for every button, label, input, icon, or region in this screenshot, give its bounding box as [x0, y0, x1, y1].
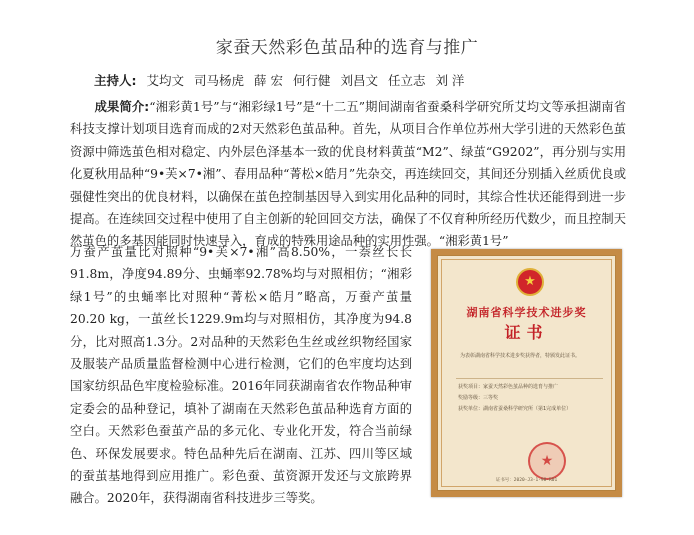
continuation-text: 万蚕产茧量比对照种“9•芙×7•湘”高8.50%，一萘丝长长91.8m，净度94.89分、虫蛹率92.78%均与对照相仿；“湘彩绿1号”的虫蛹率比对照种“菁松×皓月”略高，万蚕产茧量20.20 kg，一茧丝长1229.9m均与对照相仿，其净度为94.8分，比对照高1.3分。2对品种的天然彩色生丝或丝织物经国家及服装产品质量监督检测中心进行检测，它们的色牢度均达到国家纺织品色牢度检验标准。2016年同获湖南省农作物品种审定委会的品种登记，填补了湖南在天然彩色茧品种选育方面的空白。天然彩色蚕茧产品的多元化、专业化开发，符合当前绿色、环保发展要求。特色品种先后在湖南、江苏、四川等区域的蚕茧基地得到应用推广。彩色蚕、茧资源开发还与文旅跨界融合。2020年，获得湖南省科技进步三等奖。 [70, 245, 412, 506]
award-certificate-image [431, 249, 622, 497]
author-name: 艾均文 [146, 73, 184, 88]
official-seal-icon [528, 442, 566, 480]
author-name: 何行健 [292, 73, 331, 88]
author-name: 刘昌文 [340, 73, 378, 88]
certificate-serial: 证书号：2020-J3-1-98-R01 [495, 478, 558, 483]
certificate-citation: 为表彰湖南省科学技术进步奖获得者，特颁发此证书。 [460, 353, 581, 359]
summary-paragraph [70, 96, 626, 253]
certificate-divider [456, 378, 603, 379]
author-name: 司马杨虎 [193, 73, 244, 88]
author-name: 任立志 [387, 73, 426, 88]
certificate-award-name: 湖南省科学技术进步奖 [466, 306, 587, 319]
certificate-fields [458, 382, 601, 415]
certificate-field-unit: 获奖单位：湖南省蚕桑科学研究所（第1完成单位） [458, 406, 572, 412]
authors-line [94, 71, 470, 89]
certificate-field-level: 奖励等级：三等奖 [458, 395, 499, 401]
certificate-heading: 证书 [504, 323, 549, 342]
summary-block [70, 96, 626, 253]
certificate-paper [437, 255, 616, 491]
author-name: 刘 洋 [435, 73, 465, 88]
document-title: 家蚕天然彩色茧品种的选育与推广 [215, 38, 479, 58]
summary-label: 成果简介: [94, 100, 150, 114]
authors-label: 主持人: [94, 73, 137, 88]
certificate-field-project: 获奖项目：家蚕天然彩色茧品种的选育与推广 [458, 384, 559, 390]
national-emblem-icon [516, 268, 544, 296]
summary-text: “湘彩黄1号”与“湘彩绿1号”是“十二五”期间湖南省蚕桑科学研究所艾均文等承担湖南省科技支撑计划项目选育而成的2对天然彩色茧品种。首先，从项目合作单位苏州大学引进的天然彩色茧资源中筛选茧色相对稳定、内外层色泽基本一致的优良材料黄茧“M2”、绿茧“G9202”，再分别与实用化夏秋用品种“9•芙×7•湘”、春用品种“菁松×皓月”先杂交，再连续回交，其间还分别插入丝质优良或强健性突出的优良材料，以确保在茧色控制基因导入到实用化品种的同时，其综合性状还能得到进一步提高。在连续回交过程中使用了自主创新的轮回回交方法，确保了不仅育种所经历代数少，而且控制天然茧色的多基因能同时快速导入，育成的特殊用途品种的实用性强。“湘彩黄1号” [70, 100, 626, 249]
author-name: 薛 宏 [253, 73, 283, 88]
summary-continuation [70, 241, 412, 510]
